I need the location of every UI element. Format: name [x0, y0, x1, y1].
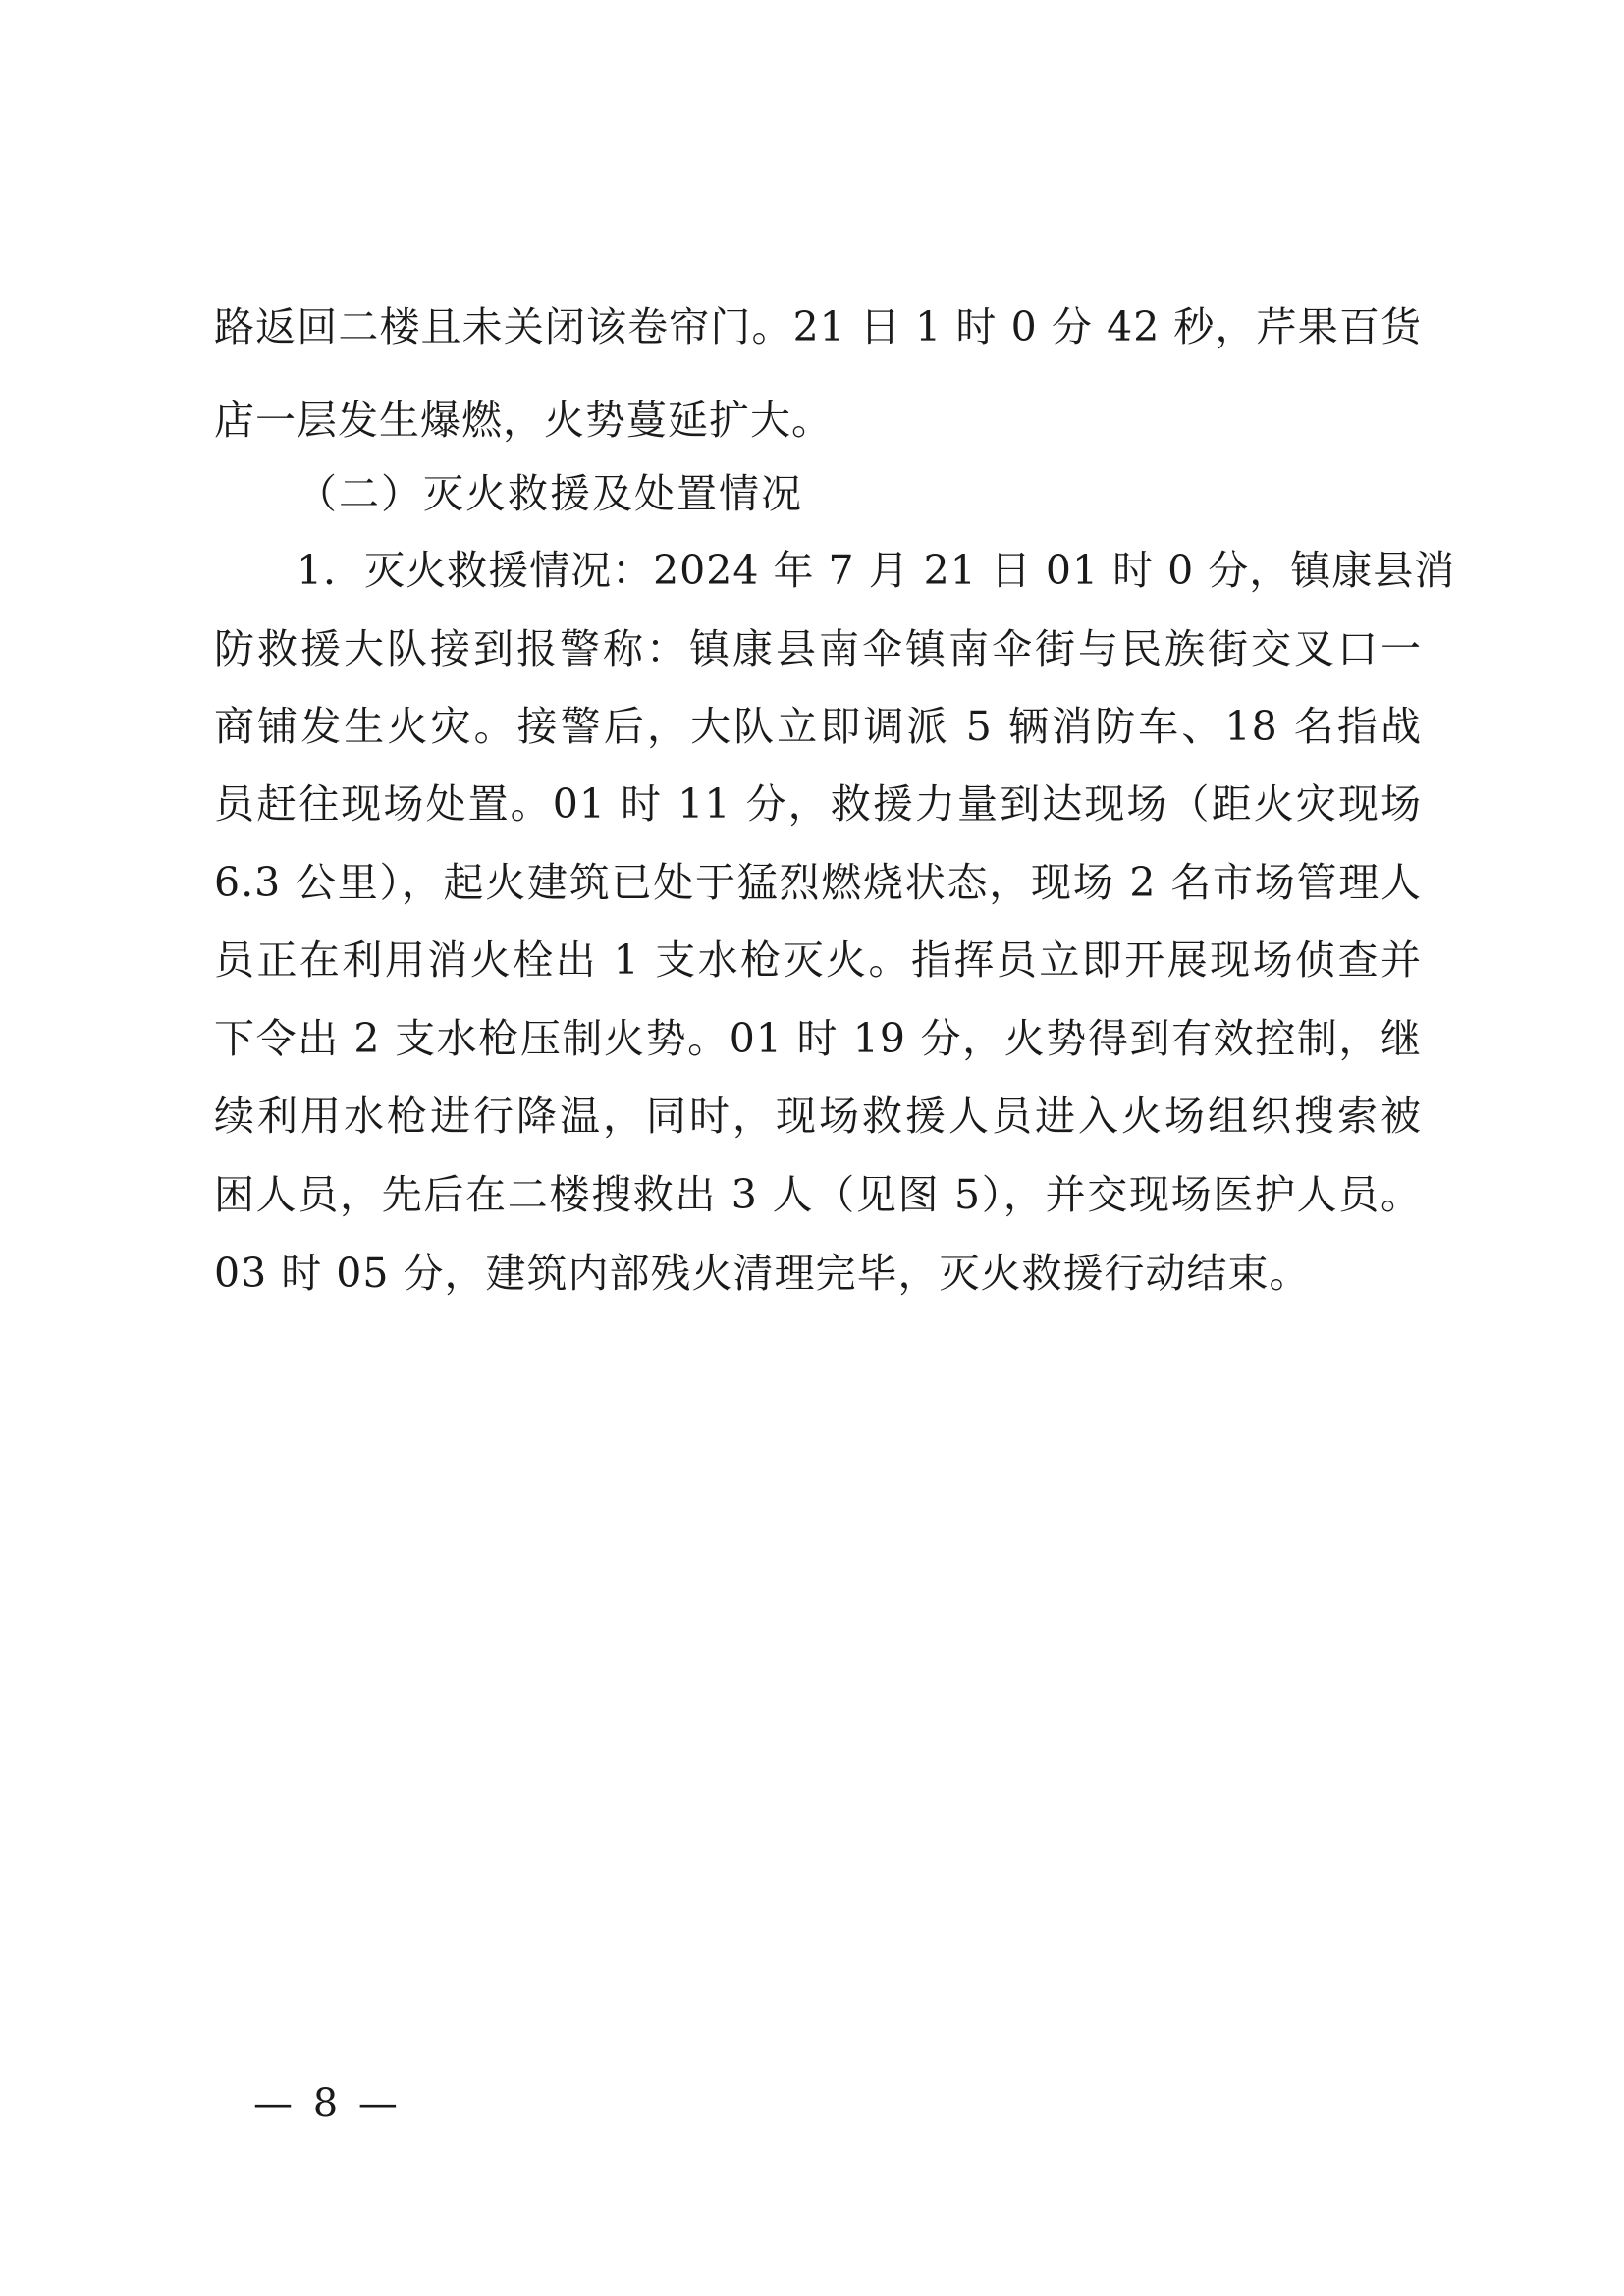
section-heading: （二）灭火救援及处置情况	[297, 470, 803, 517]
paragraph-line: 1．灭火救援情况：2024 年 7 月 21 日 01 时 0 分，镇康县消	[297, 547, 1456, 594]
paragraph-line: 下令出 2 支水枪压制火势。01 时 19 分，火势得到有效控制，继	[214, 1015, 1422, 1062]
paragraph-line: 续利用水枪进行降温，同时，现场救援人员进入火场组织搜索被	[214, 1093, 1422, 1140]
paragraph-line: 困人员，先后在二楼搜救出 3 人（见图 5），并交现场医护人员。	[214, 1171, 1422, 1218]
paragraph-line: 03 时 05 分，建筑内部残火清理完毕，灭火救援行动结束。	[214, 1250, 1311, 1297]
paragraph-line: 6.3 公里），起火建筑已处于猛烈燃烧状态，现场 2 名市场管理人	[214, 859, 1422, 906]
paragraph-line: 店一层发生爆燃，火势蔓延扩大。	[214, 397, 833, 444]
paragraph-line: 防救援大队接到报警称：镇康县南伞镇南伞街与民族街交叉口一	[214, 625, 1422, 672]
paragraph-line: 员赶往现场处置。01 时 11 分，救援力量到达现场（距火灾现场	[214, 780, 1422, 828]
paragraph-line: 路返回二楼且未关闭该卷帘门。21 日 1 时 0 分 42 秒，芹果百货	[214, 303, 1422, 350]
page-number: — 8 —	[253, 2081, 402, 2126]
paragraph-line: 商铺发生火灾。接警后，大队立即调派 5 辆消防车、18 名指战	[214, 703, 1422, 750]
paragraph-line: 员正在利用消火栓出 1 支水枪灭火。指挥员立即开展现场侦查并	[214, 936, 1422, 984]
